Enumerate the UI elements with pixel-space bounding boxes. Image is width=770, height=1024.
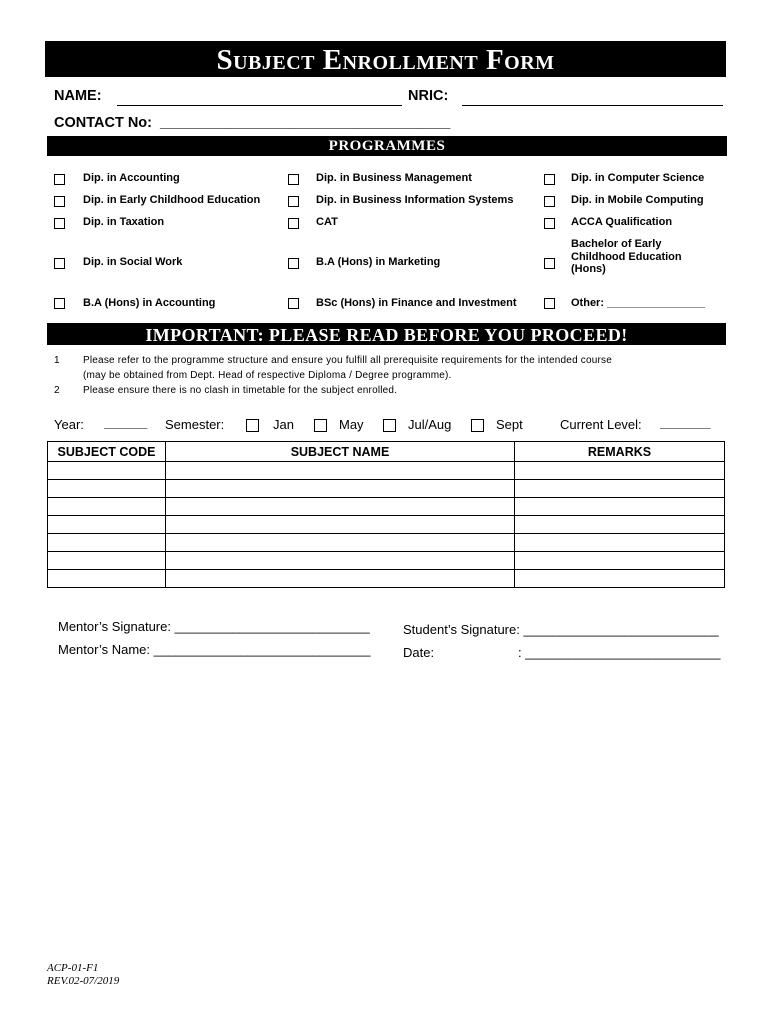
programme-label: ACCA Qualification	[571, 216, 673, 228]
subject-code-cell[interactable]	[48, 498, 166, 516]
checkbox-ba-marketing[interactable]	[288, 258, 299, 269]
subject-code-cell[interactable]	[48, 516, 166, 534]
subject-name-cell[interactable]	[166, 570, 515, 588]
note-number: 2	[54, 385, 60, 396]
remarks-cell[interactable]	[515, 498, 725, 516]
name-label: NAME:	[54, 88, 102, 104]
checkbox-dip-taxation[interactable]	[54, 218, 65, 229]
table-row	[48, 516, 725, 534]
note-line: Please ensure there is no clash in timetable for the subject enrolled.	[83, 385, 398, 396]
subject-code-header: SUBJECT CODE	[48, 442, 166, 462]
table-row	[48, 480, 725, 498]
important-heading: IMPORTANT: PLEASE READ BEFORE YOU PROCEED!	[47, 323, 726, 345]
remarks-cell[interactable]	[515, 480, 725, 498]
form-title: Subject Enrollment Form	[45, 41, 726, 77]
programme-label: Dip. in Social Work	[83, 256, 183, 268]
table-row	[48, 570, 725, 588]
table-row	[48, 462, 725, 480]
name-field[interactable]	[117, 104, 402, 106]
table-row	[48, 498, 725, 516]
table-row	[48, 534, 725, 552]
checkbox-jan[interactable]	[246, 419, 259, 432]
current-level-field[interactable]: _______	[660, 415, 711, 430]
remarks-cell[interactable]	[515, 552, 725, 570]
programme-label: B.A (Hons) in Marketing	[316, 256, 441, 268]
programme-label: Dip. in Accounting	[83, 172, 180, 184]
checkbox-dip-mobile-computing[interactable]	[544, 196, 555, 207]
checkbox-sept[interactable]	[471, 419, 484, 432]
programme-label: BSc (Hons) in Finance and Investment	[316, 297, 517, 309]
contact-label: CONTACT No:	[54, 115, 152, 131]
semester-label: Semester:	[165, 417, 225, 432]
form-code-text: ACP-01-F1	[47, 962, 99, 974]
checkbox-dip-business-info-systems[interactable]	[288, 196, 299, 207]
programme-label: Dip. in Early Childhood Education	[83, 194, 261, 206]
checkbox-jul-aug[interactable]	[383, 419, 396, 432]
contact-field[interactable]: ____________________________________	[160, 115, 451, 131]
programme-label: CAT	[316, 216, 338, 228]
checkbox-bsc-finance[interactable]	[288, 298, 299, 309]
semester-option: Sept	[496, 417, 523, 432]
subject-table	[47, 441, 725, 588]
form-code	[47, 962, 119, 988]
subject-name-cell[interactable]	[166, 480, 515, 498]
checkbox-cat[interactable]	[288, 218, 299, 229]
checkbox-other[interactable]	[544, 298, 555, 309]
programme-label: Dip. in Business Management	[316, 172, 472, 184]
subject-name-cell[interactable]	[166, 534, 515, 552]
subject-code-cell[interactable]	[48, 480, 166, 498]
note-line: Please refer to the programme structure and ensure you fulfill all prerequisite requirements for the intended course	[83, 355, 613, 366]
note-line: (may be obtained from Dept. Head of respective Diploma / Degree programme).	[83, 370, 452, 381]
subject-code-cell[interactable]	[48, 534, 166, 552]
table-row	[48, 552, 725, 570]
programme-label: Dip. in Mobile Computing	[571, 194, 704, 206]
nric-field[interactable]	[462, 104, 723, 106]
date-label: Date:	[403, 645, 435, 660]
remarks-cell[interactable]	[515, 534, 725, 552]
remarks-cell[interactable]	[515, 516, 725, 534]
subject-code-cell[interactable]	[48, 462, 166, 480]
current-level-label: Current Level:	[560, 417, 642, 432]
date-field[interactable]: : ___________________________	[518, 645, 721, 660]
subject-name-cell[interactable]	[166, 462, 515, 480]
year-field[interactable]: ______	[104, 415, 148, 430]
checkbox-dip-computer-science[interactable]	[544, 174, 555, 185]
note-number: 1	[54, 355, 60, 366]
subject-name-cell[interactable]	[166, 552, 515, 570]
semester-option: Jul/Aug	[408, 417, 452, 432]
nric-label: NRIC:	[408, 88, 449, 104]
remarks-cell[interactable]	[515, 462, 725, 480]
subject-name-header: SUBJECT NAME	[166, 442, 515, 462]
table-header-row	[48, 442, 725, 462]
programme-label: Dip. in Taxation	[83, 216, 165, 228]
programme-label: Bachelor of Early Childhood Education (Hons)	[571, 238, 682, 275]
remarks-cell[interactable]	[515, 570, 725, 588]
semester-option: Jan	[273, 417, 294, 432]
subject-code-cell[interactable]	[48, 570, 166, 588]
remarks-header: REMARKS	[515, 442, 725, 462]
programme-label: Dip. in Business Information Systems	[316, 194, 514, 206]
subject-name-cell[interactable]	[166, 516, 515, 534]
student-signature-field[interactable]: Student’s Signature: ___________________________	[403, 622, 719, 637]
mentor-signature-field[interactable]: Mentor’s Signature: ___________________________	[58, 619, 370, 634]
checkbox-may[interactable]	[314, 419, 327, 432]
subject-name-cell[interactable]	[166, 498, 515, 516]
checkbox-bachelor-early-childhood[interactable]	[544, 258, 555, 269]
mentor-name-field[interactable]: Mentor’s Name: ______________________________	[58, 642, 371, 657]
checkbox-dip-business-management[interactable]	[288, 174, 299, 185]
programme-label: Dip. in Computer Science	[571, 172, 705, 184]
subject-code-cell[interactable]	[48, 552, 166, 570]
year-label: Year:	[54, 417, 84, 432]
programmes-heading: PROGRAMMES	[47, 136, 727, 156]
checkbox-dip-accounting[interactable]	[54, 174, 65, 185]
checkbox-dip-early-childhood[interactable]	[54, 196, 65, 207]
semester-option: May	[339, 417, 364, 432]
programme-label: B.A (Hons) in Accounting	[83, 297, 216, 309]
checkbox-acca[interactable]	[544, 218, 555, 229]
programme-other-label[interactable]: Other: ________________	[571, 297, 705, 309]
checkbox-ba-accounting[interactable]	[54, 298, 65, 309]
checkbox-dip-social-work[interactable]	[54, 258, 65, 269]
form-revision-text: REV.02-07/2019	[47, 975, 120, 987]
note-text	[83, 353, 723, 383]
